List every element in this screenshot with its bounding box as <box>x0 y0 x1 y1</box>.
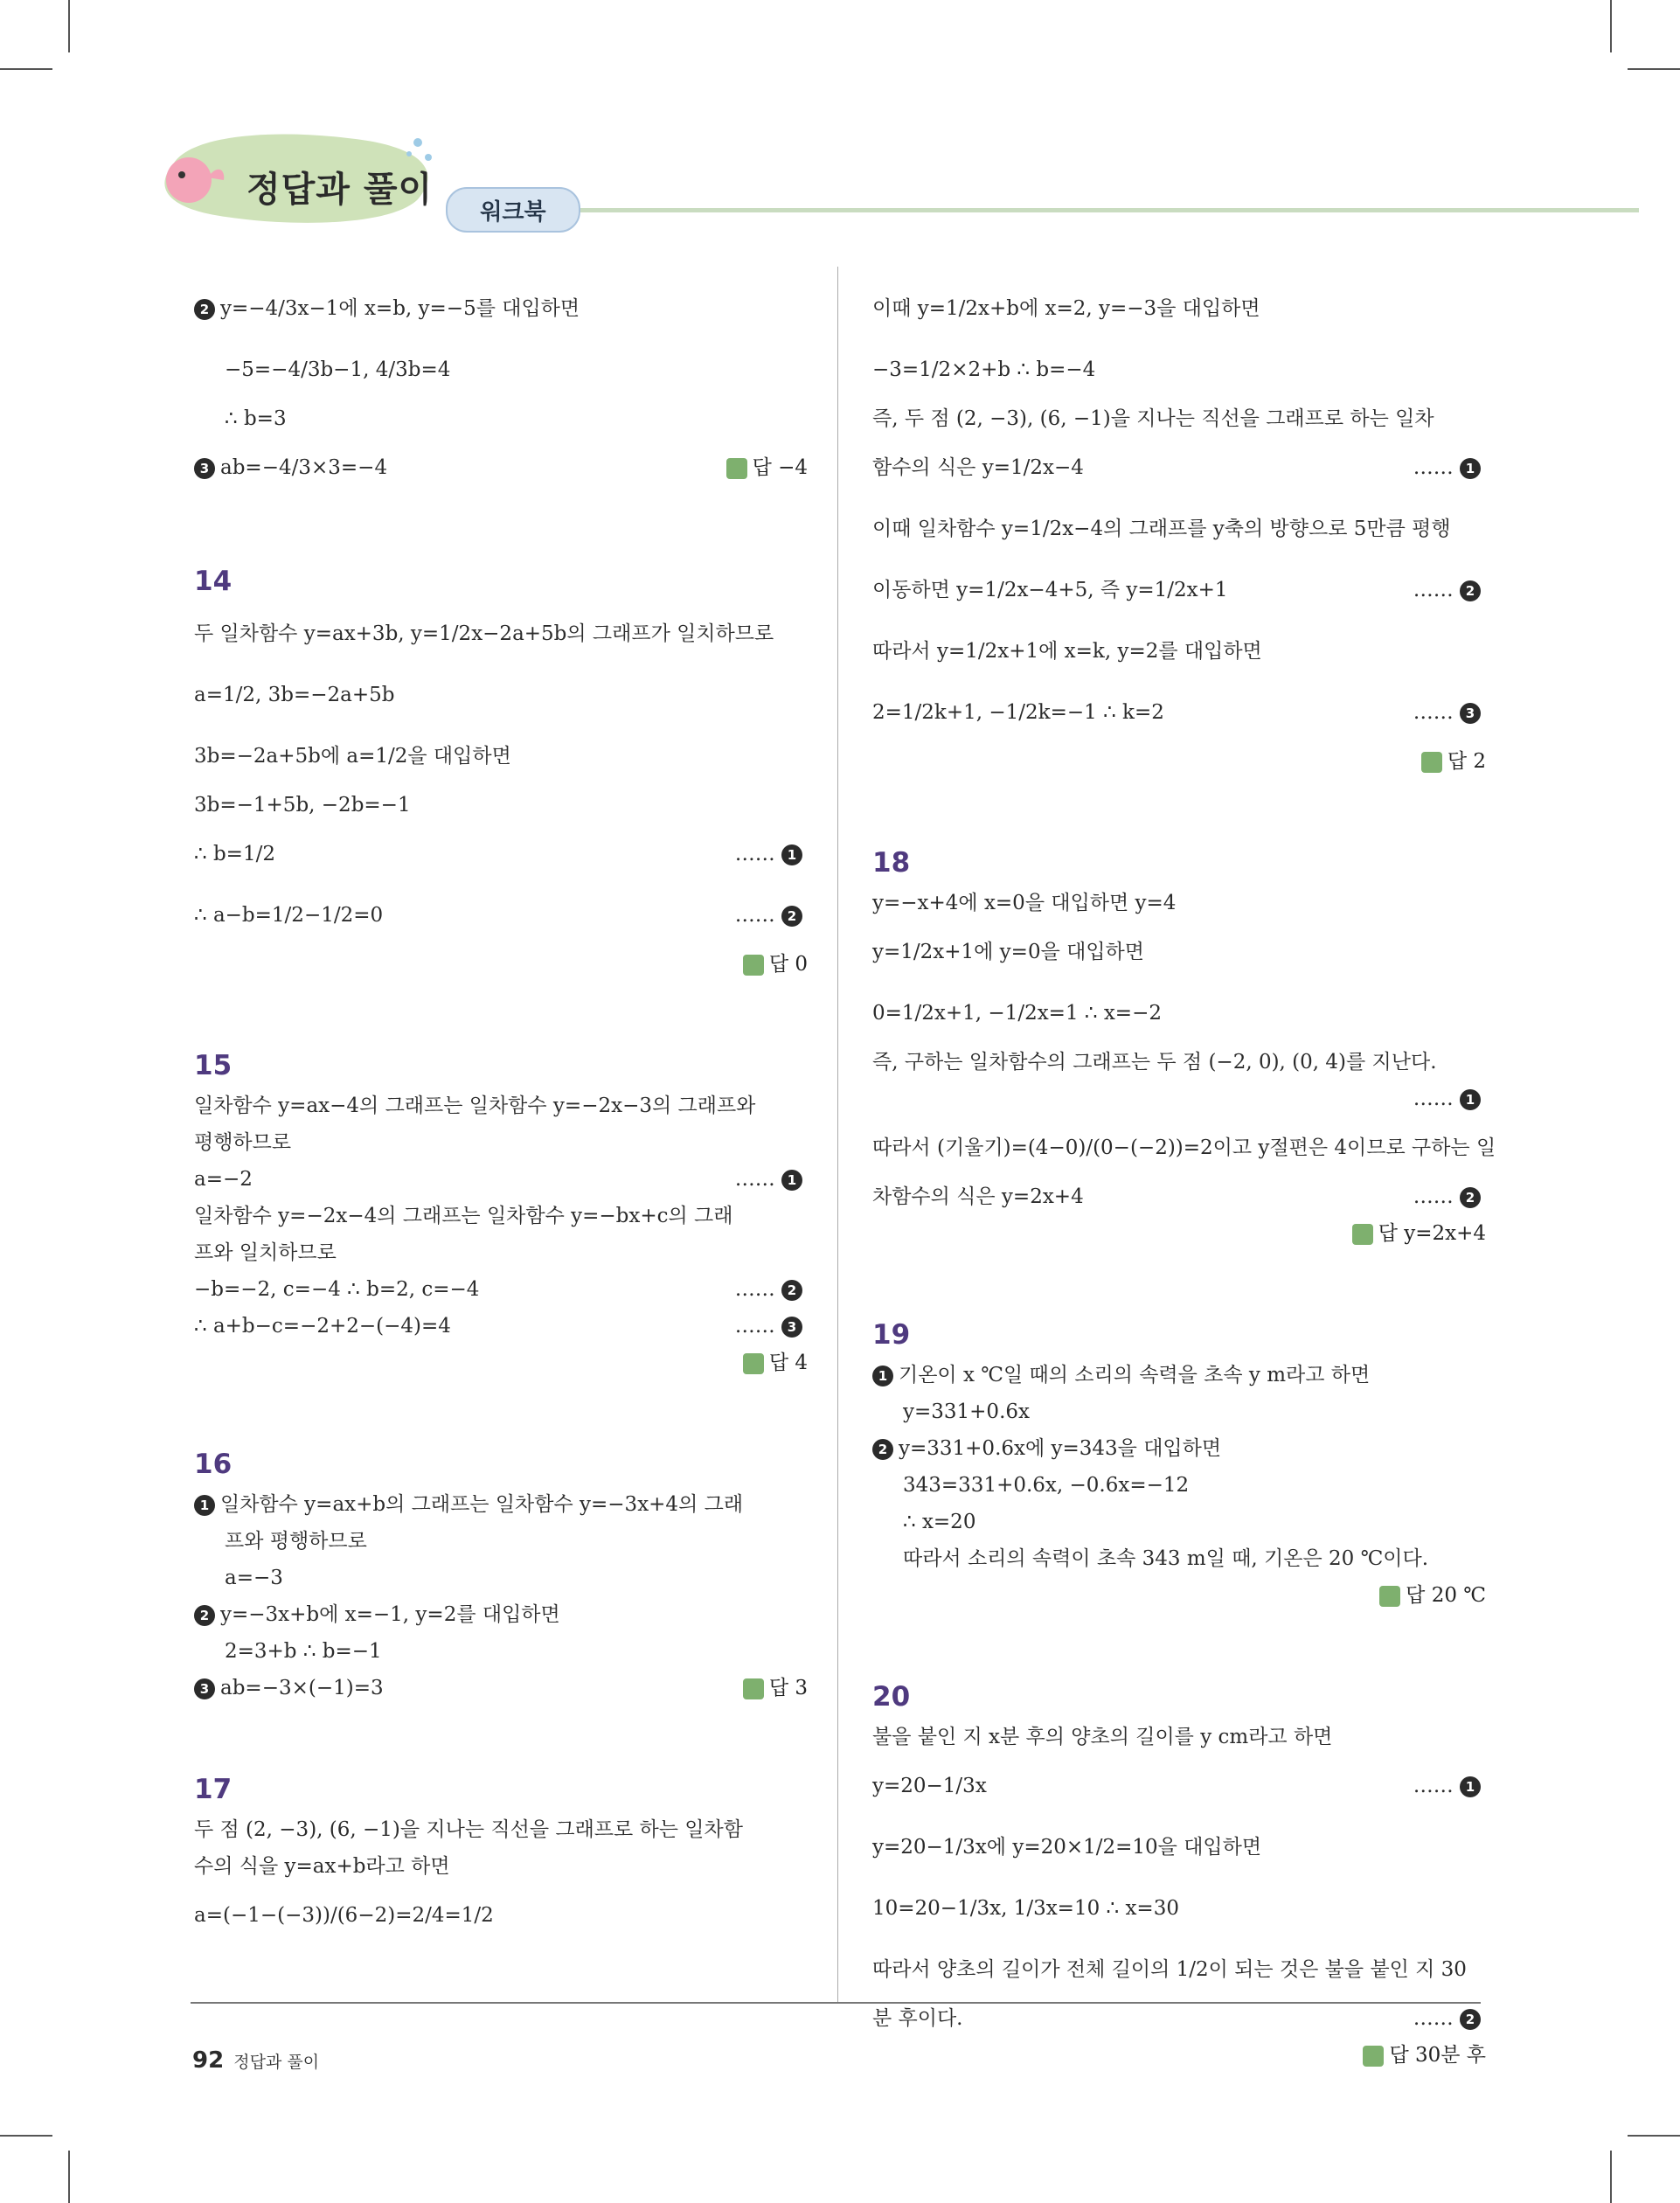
step-number-badge: 1 <box>781 1170 802 1191</box>
problem-number: 19 <box>872 1319 911 1351</box>
answer-label: 답 <box>768 1677 795 1699</box>
answer-value: 30분 후 <box>1414 2044 1486 2067</box>
step-dots: …… <box>1413 1088 1460 1110</box>
step-dots: …… <box>1413 1775 1460 1797</box>
solution-text: 따라서 소리의 속력이 초속 343 m일 때, 기온은 20 ℃이다. <box>903 1547 1429 1570</box>
solution-line <box>872 1878 1486 1939</box>
step-marker <box>1413 559 1486 621</box>
answer-value: −4 <box>778 456 808 479</box>
solution-text: 따라서 양초의 길이가 전체 길이의 1/2이 되는 것은 불을 붙인 지 30 <box>872 1958 1467 1981</box>
solution-text: a=−3 <box>225 1567 283 1589</box>
solution-line <box>872 1357 1486 1393</box>
answer <box>1352 1215 1486 1252</box>
solution-line <box>872 1540 1486 1577</box>
step-marker <box>735 885 808 946</box>
solution-text: y=−4/3x−1에 x=b, y=−5를 대입하면 <box>220 297 580 320</box>
solution-text: 따라서 y=1/2x+1에 x=k, y=2를 대입하면 <box>872 640 1262 663</box>
solution-line <box>872 885 1486 921</box>
step-number-badge: 1 <box>1460 1089 1481 1110</box>
solution-line <box>194 1523 808 1560</box>
solution-text: 이동하면 y=1/2x−4+5, 즉 y=1/2x+1 <box>872 579 1228 601</box>
section-gap <box>872 1252 1486 1313</box>
solution-line <box>872 1817 1486 1878</box>
crop-mark <box>0 68 52 70</box>
solution-line <box>872 682 1486 743</box>
step-dots: …… <box>1413 1185 1460 1208</box>
crop-mark <box>1628 2135 1680 2137</box>
solution-line <box>872 2000 1486 2037</box>
sub-step-badge: 2 <box>194 299 215 320</box>
solution-text: 함수의 식은 y=1/2x−4 <box>872 456 1084 479</box>
answer-line <box>194 946 808 983</box>
solution-text: ∴ a−b=1/2−1/2=0 <box>194 904 384 927</box>
solution-line <box>872 621 1486 682</box>
step-marker <box>1413 2000 1486 2037</box>
solution-line <box>872 400 1486 437</box>
step-dots: …… <box>1413 456 1460 479</box>
answer <box>1421 743 1486 780</box>
answer-value: 20 ℃ <box>1431 1584 1486 1607</box>
solution-line <box>194 1885 808 1946</box>
solution-line <box>872 921 1486 983</box>
solution-text: 2=3+b ∴ b=−1 <box>225 1640 382 1663</box>
solution-text: ab=−4/3×3=−4 <box>220 456 388 479</box>
sub-step-badge: 2 <box>194 1605 215 1626</box>
step-marker <box>1413 437 1486 498</box>
solution-line <box>194 437 808 498</box>
answer-label: 답 <box>768 953 795 976</box>
solution-line <box>194 1596 808 1633</box>
section-gap <box>872 1614 1486 1675</box>
whale-icon <box>166 157 212 203</box>
step-marker <box>735 1271 808 1308</box>
answer <box>1379 1577 1486 1614</box>
step-marker <box>1413 682 1486 743</box>
footer <box>192 2047 319 2074</box>
step-marker <box>735 1308 808 1345</box>
step-number-badge: 2 <box>1460 1187 1481 1208</box>
answer-label: 답 <box>1389 2044 1415 2067</box>
solution-text: 343=331+0.6x, −0.6x=−12 <box>903 1474 1190 1497</box>
answer-line <box>872 743 1486 780</box>
solution-line <box>194 787 808 824</box>
section-gap <box>194 1381 808 1442</box>
solution-text: 0=1/2x+1, −1/2x=1 ∴ x=−2 <box>872 1002 1162 1025</box>
right-column <box>872 278 1496 2074</box>
sub-step-badge: 2 <box>872 1439 893 1460</box>
solution-line <box>194 400 808 437</box>
crop-mark <box>1628 68 1680 70</box>
solution-text: y=331+0.6x <box>903 1400 1030 1423</box>
problem-number: 16 <box>194 1449 233 1480</box>
solution-line <box>872 1393 1486 1430</box>
solution-text: y=331+0.6x에 y=343을 대입하면 <box>899 1437 1222 1460</box>
step-number-badge: 2 <box>781 1280 802 1301</box>
step-marker <box>1413 1755 1486 1817</box>
step-number-badge: 1 <box>781 844 802 865</box>
answer-line <box>872 1577 1486 1614</box>
sub-step-badge: 3 <box>194 458 215 479</box>
solution-text: 분 후이다. <box>872 2007 963 2030</box>
step-marker <box>1413 1081 1486 1117</box>
solution-text: ∴ b=1/2 <box>194 843 275 865</box>
solution-text: a=(−1−(−3))/(6−2)=2/4=1/2 <box>194 1904 494 1927</box>
solution-text: ab=−3×(−1)=3 <box>220 1677 384 1699</box>
step-dots: …… <box>1413 579 1460 601</box>
solution-line <box>194 1198 808 1234</box>
sub-step-badge: 3 <box>194 1678 215 1699</box>
answer-value: 3 <box>795 1677 808 1699</box>
solution-text: −5=−4/3b−1, 4/3b=4 <box>225 358 451 381</box>
header-title: 정답과 풀이 <box>246 170 434 210</box>
column-divider <box>837 267 838 2002</box>
answer-line <box>872 2037 1486 2074</box>
solution-line <box>872 278 1486 339</box>
step-dots: …… <box>734 1315 781 1338</box>
solution-text: −b=−2, c=−4 ∴ b=2, c=−4 <box>194 1278 480 1301</box>
answer-icon <box>726 458 747 479</box>
header-rule <box>524 208 1639 212</box>
problem-number: 18 <box>872 847 911 879</box>
step-number-badge: 3 <box>1460 703 1481 724</box>
solution-line <box>194 278 808 339</box>
step-number-badge: 2 <box>1460 2009 1481 2030</box>
answer-icon <box>1352 1224 1373 1245</box>
solution-text: −3=1/2×2+b ∴ b=−4 <box>872 358 1096 381</box>
step-number-badge: 1 <box>1460 1776 1481 1797</box>
section-gap <box>194 498 808 559</box>
solution-line <box>872 1504 1486 1540</box>
solution-line <box>194 1486 808 1523</box>
answer-icon <box>743 1353 764 1374</box>
answer-value: 4 <box>795 1352 808 1374</box>
answer <box>726 437 808 498</box>
solution-line <box>194 1234 808 1271</box>
answer-label: 답 <box>752 456 779 479</box>
solution-text: y=20−1/3x에 y=20×1/2=10을 대입하면 <box>872 1836 1262 1859</box>
crop-mark <box>1610 0 1612 52</box>
section-gap <box>194 983 808 1044</box>
answer-value: y=2x+4 <box>1404 1222 1486 1245</box>
solution-text: y=−x+4에 x=0을 대입하면 y=4 <box>872 892 1177 914</box>
solution-text: 따라서 (기울기)=(4−0)/(0−(−2))=2이고 y절편은 4이므로 구하는 일 <box>872 1136 1496 1159</box>
solution-line <box>194 1308 808 1345</box>
solution-text: 이때 y=1/2x+b에 x=2, y=−3을 대입하면 <box>872 297 1260 320</box>
solution-line <box>872 437 1486 498</box>
solution-line <box>872 1430 1486 1467</box>
crop-mark <box>68 0 70 52</box>
answer-line <box>872 1215 1486 1252</box>
solution-text: 불을 붙인 지 x분 후의 양초의 길이를 y cm라고 하면 <box>872 1726 1333 1748</box>
solution-text: 두 점 (2, −3), (6, −1)을 지나는 직선을 그래프로 하는 일차함 <box>194 1818 743 1841</box>
problem-number: 15 <box>194 1050 233 1081</box>
solution-line <box>194 1271 808 1308</box>
solution-text: 이때 일차함수 y=1/2x−4의 그래프를 y축의 방향으로 5만큼 평행 <box>872 518 1451 540</box>
left-column <box>194 278 808 1946</box>
solution-text: a=−2 <box>194 1168 253 1191</box>
solution-line <box>194 664 808 726</box>
step-dots: …… <box>734 904 781 927</box>
crop-mark <box>68 2151 70 2203</box>
problem-number: 20 <box>872 1681 911 1713</box>
solution-text: 차함수의 식은 y=2x+4 <box>872 1185 1084 1208</box>
solution-text: a=1/2, 3b=−2a+5b <box>194 684 395 706</box>
solution-line <box>194 1848 808 1885</box>
solution-text: 일차함수 y=ax+b의 그래프는 일차함수 y=−3x+4의 그래 <box>220 1493 744 1516</box>
solution-line <box>194 1560 808 1596</box>
answer-line <box>872 1081 1486 1117</box>
problem-number: 17 <box>194 1774 233 1805</box>
solution-text: ∴ b=3 <box>225 407 287 430</box>
solution-text: 2=1/2k+1, −1/2k=−1 ∴ k=2 <box>872 701 1164 724</box>
solution-line <box>872 1755 1486 1817</box>
answer-label: 답 <box>1378 1222 1405 1245</box>
solution-text: y=20−1/3x <box>872 1775 987 1797</box>
step-dots: …… <box>734 1168 781 1191</box>
workbook-badge: 워크북 <box>446 187 580 233</box>
sub-step-badge: 1 <box>194 1495 215 1516</box>
problem-number: 14 <box>194 566 233 597</box>
solution-line <box>194 339 808 400</box>
step-dots: …… <box>1413 701 1460 724</box>
solution-line <box>194 1161 808 1198</box>
solution-line <box>872 1117 1496 1178</box>
section-gap <box>194 1706 808 1768</box>
crop-mark <box>0 2135 52 2137</box>
answer-icon <box>1363 2046 1384 2067</box>
answer-line <box>194 1345 808 1381</box>
answer <box>743 1670 808 1706</box>
step-marker <box>1413 1178 1486 1215</box>
step-dots: …… <box>734 1278 781 1301</box>
solution-text: 3b=−1+5b, −2b=−1 <box>194 794 411 817</box>
answer-icon <box>743 1678 764 1699</box>
page-number: 92 <box>192 2047 225 2074</box>
solution-line <box>194 603 808 664</box>
crop-mark <box>1610 2151 1612 2203</box>
solution-text: 일차함수 y=ax−4의 그래프는 일차함수 y=−2x−3의 그래프와 <box>194 1095 756 1117</box>
solution-text: 3b=−2a+5b에 a=1/2을 대입하면 <box>194 745 511 768</box>
step-number-badge: 2 <box>781 906 802 927</box>
step-dots: …… <box>1413 2007 1460 2030</box>
solution-text: 10=20−1/3x, 1/3x=10 ∴ x=30 <box>872 1897 1179 1920</box>
solution-line <box>872 498 1486 559</box>
answer-icon <box>1421 752 1442 773</box>
answer <box>743 946 808 983</box>
solution-text: 즉, 두 점 (2, −3), (6, −1)을 지나는 직선을 그래프로 하는 일차 <box>872 407 1434 430</box>
answer-value: 0 <box>795 953 808 976</box>
step-marker <box>735 824 808 885</box>
answer-icon <box>1379 1586 1400 1607</box>
solution-line <box>872 1178 1486 1215</box>
solution-text: ∴ x=20 <box>903 1511 976 1533</box>
footer-label: 정답과 풀이 <box>233 2053 320 2072</box>
solution-text: 프와 평행하므로 <box>225 1530 367 1553</box>
step-dots: …… <box>734 843 781 865</box>
answer <box>743 1345 808 1381</box>
solution-text: y=−3x+b에 x=−1, y=2를 대입하면 <box>220 1603 560 1626</box>
solution-line <box>194 1124 808 1161</box>
solution-text: 프와 일치하므로 <box>194 1241 337 1264</box>
solution-text: 기온이 x ℃일 때의 소리의 속력을 초속 y m라고 하면 <box>899 1364 1371 1386</box>
solution-line <box>194 824 808 885</box>
solution-line <box>872 1939 1486 2000</box>
step-number-badge: 1 <box>1460 458 1481 479</box>
answer-label: 답 <box>768 1352 795 1374</box>
step-marker <box>735 1161 808 1198</box>
solution-text: 일차함수 y=−2x−4의 그래프는 일차함수 y=−bx+c의 그래 <box>194 1205 733 1227</box>
solution-line <box>872 983 1486 1044</box>
solution-text: y=1/2x+1에 y=0을 대입하면 <box>872 941 1144 963</box>
solution-text: 즉, 구하는 일차함수의 그래프는 두 점 (−2, 0), (0, 4)를 지난다. <box>872 1051 1437 1074</box>
answer-label: 답 <box>1406 1584 1432 1607</box>
solution-line <box>194 1670 808 1706</box>
solution-line <box>872 1044 1486 1081</box>
solution-line <box>194 1633 808 1670</box>
step-number-badge: 2 <box>1460 580 1481 601</box>
solution-text: 평행하므로 <box>194 1131 292 1154</box>
answer-label: 답 <box>1447 750 1474 773</box>
solution-line <box>194 726 808 787</box>
step-number-badge: 3 <box>781 1317 802 1338</box>
answer <box>1363 2037 1486 2074</box>
solution-line <box>194 1811 808 1848</box>
solution-text: ∴ a+b−c=−2+2−(−4)=4 <box>194 1315 451 1338</box>
solution-text: 두 일차함수 y=ax+3b, y=1/2x−2a+5b의 그래프가 일치하므로 <box>194 622 774 645</box>
answer-icon <box>743 955 764 976</box>
sub-step-badge: 1 <box>872 1366 893 1386</box>
solution-line <box>194 885 808 946</box>
section-gap <box>872 780 1486 841</box>
answer-value: 2 <box>1473 750 1486 773</box>
solution-text: 수의 식을 y=ax+b라고 하면 <box>194 1855 450 1878</box>
solution-line <box>872 1719 1486 1755</box>
solution-line <box>194 1088 808 1124</box>
solution-line <box>872 559 1486 621</box>
solution-line <box>872 339 1486 400</box>
solution-line <box>872 1467 1486 1504</box>
